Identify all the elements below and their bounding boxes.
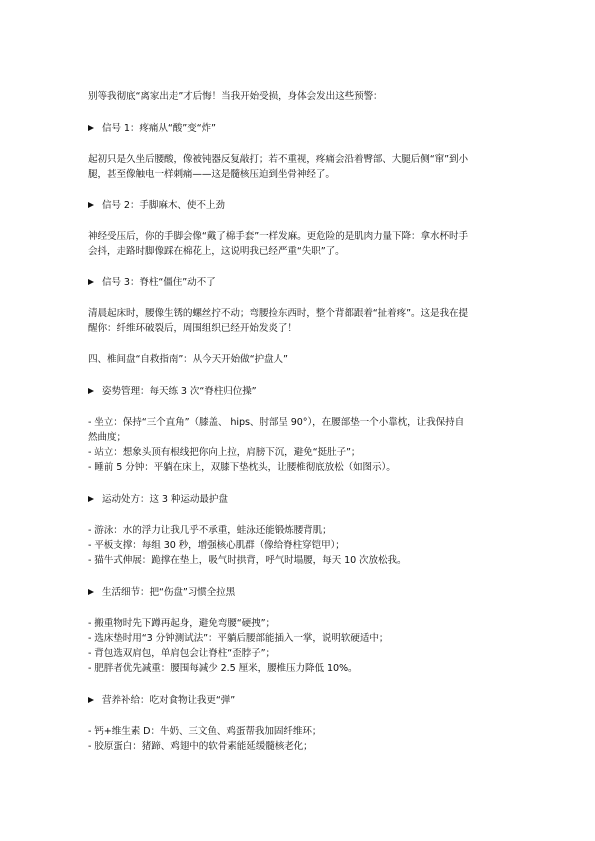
exercise-line-1: - 游泳：水的浮力让我几乎不承重，蛙泳还能锻炼腰背肌； [88,525,332,536]
habits-line-3: - 背包选双肩包，单肩包会让脊柱“歪脖子”； [88,648,275,659]
nutrition-heading [88,694,518,708]
posture-heading [88,385,518,399]
triangle-bullet-icon [88,388,94,394]
section-4-title: 四、椎间盘“自救指南”：从今天开始做“护盘人” [88,354,288,365]
signal-2-heading-text: 信号 2：手脚麻木、使不上劲 [102,200,225,211]
exercise-heading-text: 运动处方：这 3 种运动最护盘 [102,494,228,505]
triangle-bullet-icon [88,202,94,208]
nutrition-heading-text: 营养补给：吃对食物让我更“弹” [102,695,236,706]
posture-heading-text: 姿势管理：每天练 3 次“脊柱归位操” [102,386,257,397]
posture-line-4: - 睡前 5 分钟：平躺在床上，双膝下垫枕头，让腰椎彻底放松（如图示）。 [88,462,396,473]
nutrition-line-2: - 胶原蛋白：猪蹄、鸡翅中的软骨素能延缓髓核老化； [88,741,313,752]
signal-1-heading [88,122,518,136]
signal-2-line-2: 会抖，走路时脚像踩在棉花上，这说明我已经严重“失职”了。 [88,246,345,257]
nutrition-line-1: - 钙+维生素 D：牛奶、三文鱼、鸡蛋帮我加固纤维环； [88,726,322,737]
signal-1-heading-text: 信号 1：疼痛从“酸”变“炸” [102,123,216,134]
signal-3-line-1: 清晨起床时，腰像生锈的螺丝拧不动；弯腰捡东西时，整个背都跟着“扯着疼”。这是我在提 [88,308,468,319]
habits-heading [88,586,518,600]
intro-paragraph: 别等我彻底“离家出走”才后悔！当我开始受损，身体会发出这些预警： [88,91,383,102]
habits-heading-text: 生活细节：把“伤盘”习惯全拉黑 [102,587,236,598]
signal-2-line-1: 神经受压后，你的手脚会像“戴了棉手套”一样发麻。更危险的是肌肉力量下降：拿水杯时手 [88,231,468,242]
exercise-line-3: - 猫牛式伸展：跪撑在垫上，吸气时拱背，呼气时塌腰，每天 10 次放松我。 [88,555,407,566]
signal-1-line-2: 腿，甚至像触电一样刺痛——这是髓核压迫到坐骨神经了。 [88,169,335,180]
habits-line-2: - 选床垫时用“3 分钟测试法”：平躺后腰部能插入一掌，说明软硬适中； [88,633,389,644]
triangle-bullet-icon [88,496,94,502]
signal-2-heading [88,199,518,213]
triangle-bullet-icon [88,279,94,285]
triangle-bullet-icon [88,697,94,703]
triangle-bullet-icon [88,589,94,595]
habits-line-1: - 搬重物时先下蹲再起身，避免弯腰“硬拽”； [88,618,275,629]
signal-3-line-2: 醒你：纤维环破裂后，周围组织已经开始发炎了！ [88,323,297,334]
triangle-bullet-icon [88,125,94,131]
exercise-heading [88,493,518,507]
signal-3-heading-text: 信号 3：脊柱“僵住”动不了 [102,277,216,288]
posture-line-1: - 坐立：保持“三个直角”（膝盖、 hips、肘部呈 90°），在腰部垫一个小靠枕，让我保持自 [88,417,465,428]
signal-1-line-1: 起初只是久坐后腰酸，像被钝器反复敲打；若不重视，疼痛会沿着臀部、大腿后侧“窜”到小 [88,154,468,165]
signal-3-heading [88,276,518,290]
habits-line-4: - 肥胖者优先减重：腰围每减少 2.5 厘米，腰椎压力降低 10%。 [88,663,358,674]
exercise-line-2: - 平板支撑：每组 30 秒，增强核心肌群（像给脊柱穿铠甲）； [88,540,345,551]
posture-line-3: - 站立：想象头顶有根线把你向上拉，肩膀下沉，避免“挺肚子”； [88,447,361,458]
posture-line-2: 然曲度； [88,432,126,443]
